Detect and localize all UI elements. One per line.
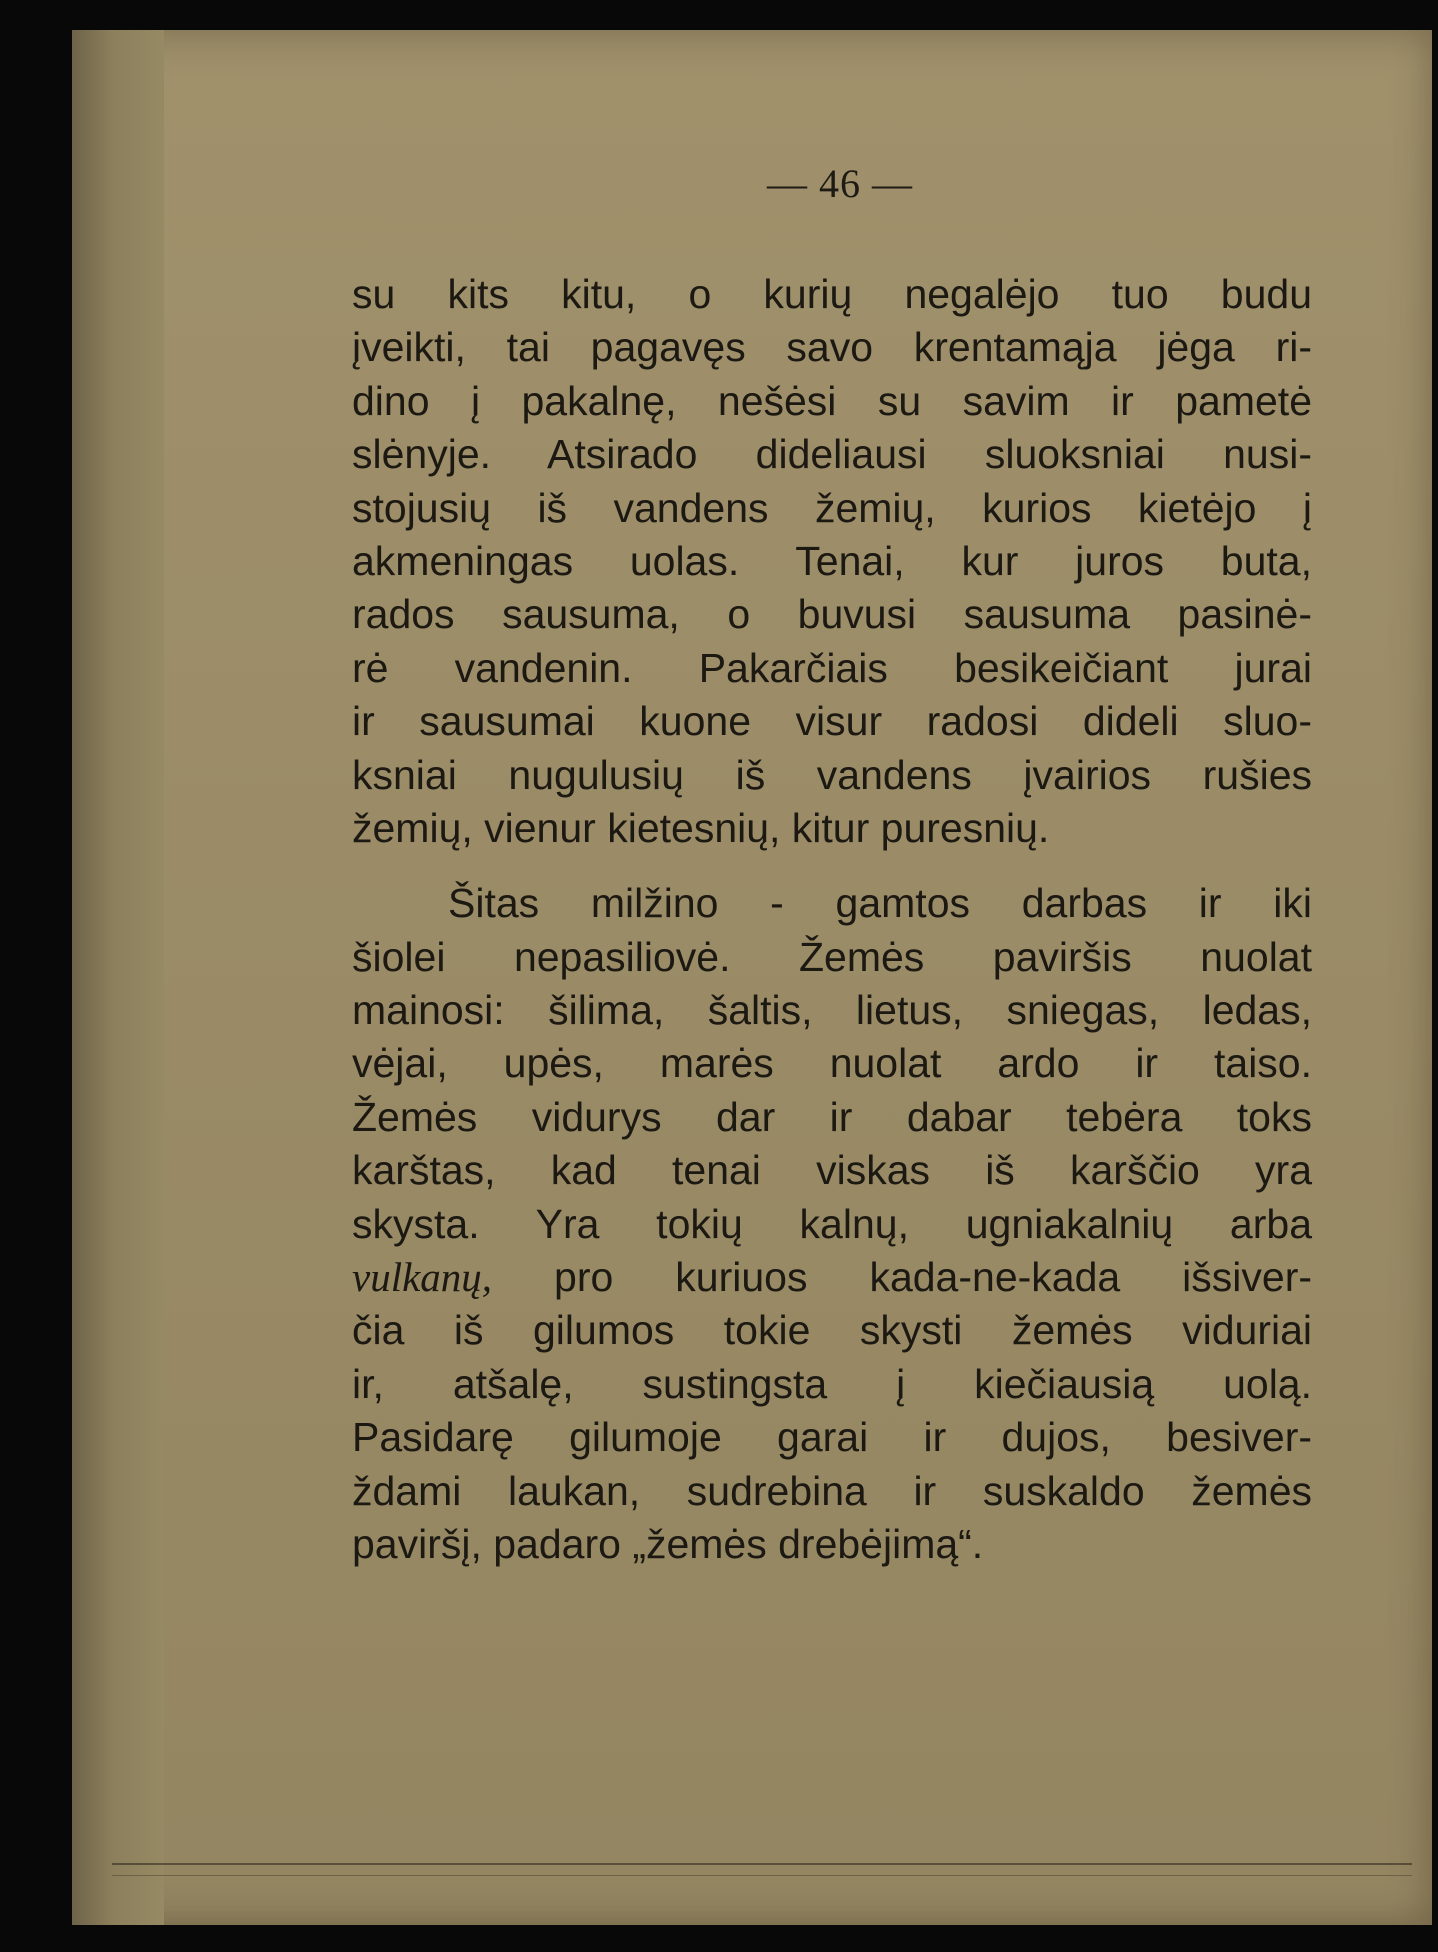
text-line: mainosi: šilima, šaltis, lietus, sniegas, ledas,: [352, 987, 1312, 1034]
text-line-rest: pro kuriuos kada-ne-kada išsiver-: [492, 1254, 1312, 1301]
text-line-with-italic: [352, 1251, 1312, 1304]
text-line: ir, atšalę, sustingsta į kiečiausią uolą.: [352, 1360, 1312, 1407]
text-line: skysta. Yra tokių kalnų, ugniakalnių arba: [352, 1200, 1312, 1247]
bottom-edge-line: [112, 1863, 1412, 1865]
text-line: slėnyje. Atsirado dideliausi sluoksniai nusi-: [352, 431, 1312, 478]
text-line: ksniai nugulusių iš vandens įvairios rušies: [352, 751, 1312, 798]
page-number: — 46 —: [767, 161, 913, 206]
text-line: ir sausumai kuone visur radosi dideli sluo-: [352, 698, 1312, 745]
page-gutter: [72, 30, 164, 1925]
italic-term: vulkanų,: [352, 1254, 493, 1301]
text-line: Pasidarę gilumoje garai ir dujos, besiver-: [352, 1414, 1312, 1461]
bottom-edge-line-secondary: [112, 1875, 1412, 1876]
text-line: paviršį, padaro „žemės drebėjimą“.: [352, 1520, 984, 1567]
text-line: vėjai, upės, marės nuolat ardo ir taiso.: [352, 1040, 1312, 1087]
text-line: Šitas milžino - gamtos darbas ir iki: [448, 880, 1312, 927]
text-line: su kits kitu, o kurių negalėjo tuo budu: [352, 271, 1312, 317]
text-line: čia iš gilumos tokie skysti žemės viduriai: [352, 1307, 1312, 1354]
text-line: akmeningas uolas. Tenai, kur juros buta,: [352, 537, 1312, 584]
text-line: rė vandenin. Pakarčiais besikeičiant jurai: [352, 644, 1312, 691]
text-line: įveikti, tai pagavęs savo krentamąja jėga ri-: [352, 324, 1312, 371]
text-line: stojusių iš vandens žemių, kurios kietėjo į: [352, 484, 1312, 531]
paragraph-gap: [352, 855, 1312, 877]
body-text: [352, 268, 1312, 1571]
text-line: šiolei nepasiliovė. Žemės paviršis nuolat: [352, 933, 1312, 980]
text-line: žemių, vienur kietesnių, kitur puresnių.: [352, 804, 1050, 851]
text-line: dino į pakalnę, nešėsi su savim ir pametė: [352, 377, 1312, 424]
text-line: karštas, kad tenai viskas iš karščio yra: [352, 1147, 1312, 1194]
text-line: ždami laukan, sudrebina ir suskaldo žemės: [352, 1467, 1312, 1514]
text-line: Žemės vidurys dar ir dabar tebėra toks: [352, 1093, 1312, 1140]
text-line: rados sausuma, o buvusi sausuma pasinė-: [352, 591, 1312, 638]
